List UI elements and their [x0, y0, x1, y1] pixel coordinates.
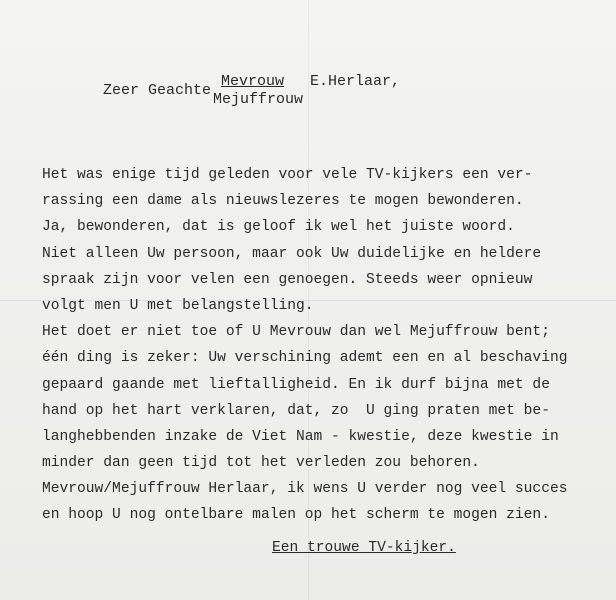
body-line: Niet alleen Uw persoon, maar ook Uw duidelijke en heldere	[42, 245, 542, 262]
body-line: Mevrouw/Mejuffrouw Herlaar, ik wens U verder nog veel succes	[42, 481, 568, 498]
body-line: gepaard gaande met lieftalligheid. En ik durf bijna met de	[42, 376, 550, 393]
body-line: één ding is zeker: Uw verschining ademt een en al beschaving	[42, 350, 568, 367]
salutation-greeting: Zeer Geachte	[103, 82, 212, 99]
salutation-name: E.Herlaar,	[310, 73, 401, 90]
body-line: hand op het hart verklaren, dat, zo U ging praten met be-	[42, 402, 550, 419]
salutation-title-mevrouw: Mevrouw	[221, 73, 285, 90]
body-line: minder dan geen tijd tot het verleden zou behoren.	[42, 455, 480, 472]
letter-body	[42, 162, 602, 529]
body-line: spraak zijn voor velen een genoegen. Steeds weer opnieuw	[42, 271, 533, 288]
body-line: Het doet er niet toe of U Mevrouw dan wel Mejuffrouw bent;	[42, 324, 550, 341]
body-line: Het was enige tijd geleden voor vele TV-kijkers een ver-	[42, 167, 533, 183]
body-line: langhebbenden inzake de Viet Nam - kwestie, deze kwestie in	[42, 428, 559, 445]
body-line: rassing een dame als nieuwslezeres te mogen bewonderen.	[42, 193, 524, 210]
salutation-title-mejuffrouw: Mejuffrouw	[213, 91, 304, 108]
body-line: en hoop U nog ontelbare malen op het scherm te mogen zien.	[42, 507, 550, 524]
signature: Een trouwe TV-kijker.	[272, 540, 456, 556]
body-line: volgt men U met belangstelling.	[42, 297, 314, 314]
body-line: Ja, bewonderen, dat is geloof ik wel het juiste woord.	[42, 219, 515, 236]
